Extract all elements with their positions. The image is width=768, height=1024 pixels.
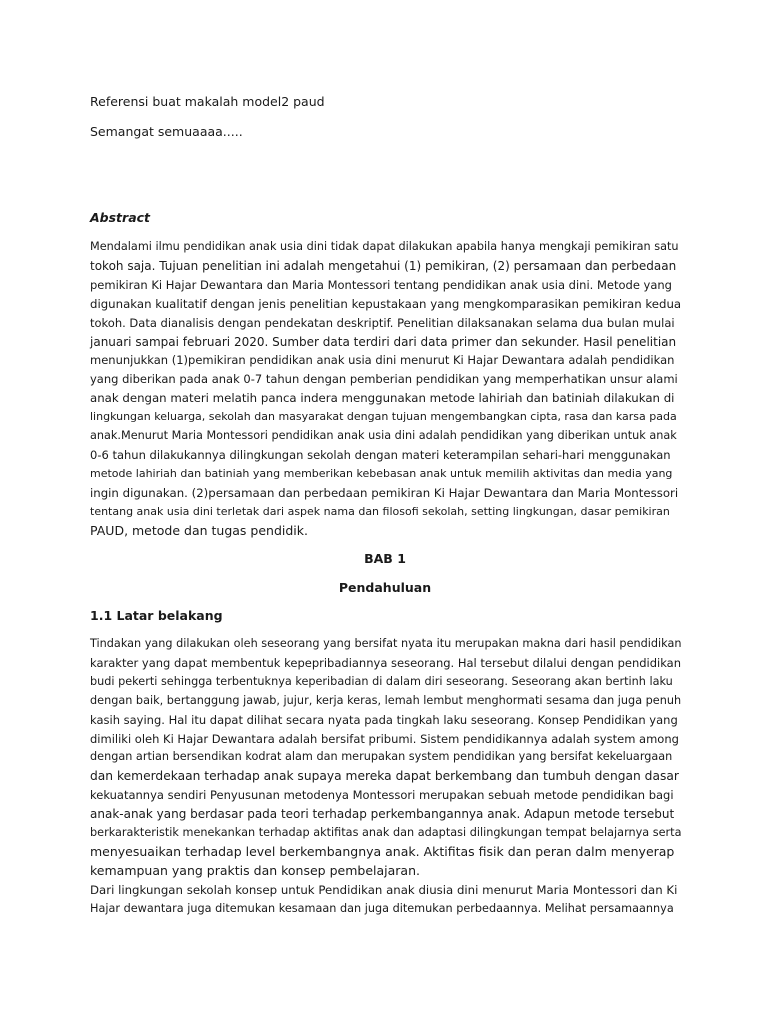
chapter-subtitle: Pendahuluan xyxy=(338,580,432,595)
abstract-line: januari sampai februari 2020. Sumber data terdiri dari data primer dan sekunder. Hasil penelitian xyxy=(90,334,677,349)
body-line: kemampuan yang praktis dan konsep pembelajaran. xyxy=(90,862,420,878)
abstract-line: Mendalami ilmu pendidikan anak usia dini tidak dapat dilakukan apabila hanya mengkaji pemikiran satu xyxy=(90,240,679,253)
body-line: berkarakteristik menekankan terhadap aktifitas anak dan adaptasi dilingkungan tempat belajarnya serta xyxy=(90,826,682,840)
abstract-line: menunjukkan (1)pemikiran pendidikan anak usia dini menurut Ki Hajar Dewantara adalah pendidikan xyxy=(90,353,675,368)
abstract-line: PAUD, metode dan tugas pendidik. xyxy=(90,522,308,538)
abstract-line: anak.Menurut Maria Montessori pendidikan anak usia dini adalah pendidikan yang diberikan untuk anak xyxy=(90,429,677,443)
body-line: menyesuaikan terhadap level berkembangnya anak. Aktifitas fisik dan peran dalm menyerap xyxy=(90,843,675,859)
abstract-line: anak dengan materi melatih panca indera menggunakan metode lahiriah dan batiniah dilakukan di xyxy=(90,391,675,406)
abstract-line: lingkungan keluarga, sekolah dan masyarakat dengan tujuan mengembangkan cipta, rasa dan karsa pada xyxy=(90,410,677,424)
abstract-line: pemikiran Ki Hajar Dewantara dan Maria Montessori tentang pendidikan anak usia dini. Metode yang xyxy=(90,277,672,292)
body-line: kasih saying. Hal itu dapat dilihat secara nyata pada tingkah laku seseorang. Konsep Pendidikan yang xyxy=(90,712,678,727)
body-line: dengan artian bersendikan kodrat alam dan merupakan system pendidikan yang bersifat kekeluargaan xyxy=(90,750,673,764)
abstract-line: tokoh saja. Tujuan penelitian ini adalah mengetahui (1) pemikiran, (2) persamaan dan perbedaan xyxy=(90,258,677,273)
body-line: karakter yang dapat membentuk kepepribadiannya seseorang. Hal tersebut dilalui dengan pendidikan xyxy=(90,655,682,670)
abstract-line: tokoh. Data dianalisis dengan pendekatan deskriptif. Penelitian dilaksanakan selama dua bulan mulai xyxy=(90,315,675,330)
abstract-line: tentang anak usia dini terletak dari aspek nama dan filosofi sekolah, setting lingkungan, dasar pemikiran xyxy=(90,504,670,518)
abstract-line: digunakan kualitatif dengan jenis penelitian kepustakaan yang mengkomparasikan pemikiran kedua xyxy=(90,296,682,311)
body-line: dengan baik, bertanggung jawab, jujur, kerja keras, lemah lembut menghormati sesama dan juga penuh xyxy=(90,693,682,707)
body-line: Hajar dewantara juga ditemukan kesamaan dan juga ditemukan perbedaannya. Melihat persamaannya xyxy=(90,901,674,915)
abstract-line: yang diberikan pada anak 0-7 tahun dengan pemberian pendidikan yang memperhatikan unsur alami xyxy=(90,372,678,387)
body-line: dimiliki oleh Ki Hajar Dewantara adalah bersifat pribumi. Sistem pendidikannya adalah system among xyxy=(90,731,679,746)
body-line: budi pekerti sehingga terbentuknya keperibadian di dalam diri seseorang. Seseorang akan bertinh laku xyxy=(90,674,673,688)
abstract-line: 0-6 tahun dilakukannya dilingkungan sekolah dengan materi keterampilan sehari-hari menggunakan xyxy=(90,447,671,462)
intro-line-2: Semangat semuaaaa..... xyxy=(90,124,243,139)
section-heading: 1.1 Latar belakang xyxy=(90,608,223,623)
abstract-paragraph xyxy=(90,238,680,541)
body-paragraph xyxy=(90,635,680,919)
body-line: Tindakan yang dilakukan oleh seseorang yang bersifat nyata itu merupakan makna dari hasil pendidikan xyxy=(90,637,682,650)
body-line: Dari lingkungan sekolah konsep untuk Pendidikan anak diusia dini menurut Maria Montessori dan Ki xyxy=(90,882,678,897)
body-line: dan kemerdekaan terhadap anak supaya mereka dapat berkembang dan tumbuh dengan dasar xyxy=(90,769,679,784)
chapter-title: BAB 1 xyxy=(364,551,406,566)
abstract-line: ingin digunakan. (2)persamaan dan perbedaan pemikiran Ki Hajar Dewantara dan Maria Montessori xyxy=(90,485,679,500)
abstract-heading: Abstract xyxy=(90,210,151,225)
body-line: kekuatannya sendiri Penyusunan metodenya Montessori merupakan sebuah metode pendidikan bagi xyxy=(90,788,674,803)
body-line: anak-anak yang berdasar pada teori terhadap perkembangannya anak. Adapun metode tersebut xyxy=(90,807,675,822)
abstract-line: metode lahiriah dan batiniah yang memberikan kebebasan anak untuk memilih aktivitas dan media yang xyxy=(90,466,673,480)
intro-line-1: Referensi buat makalah model2 paud xyxy=(90,94,325,109)
